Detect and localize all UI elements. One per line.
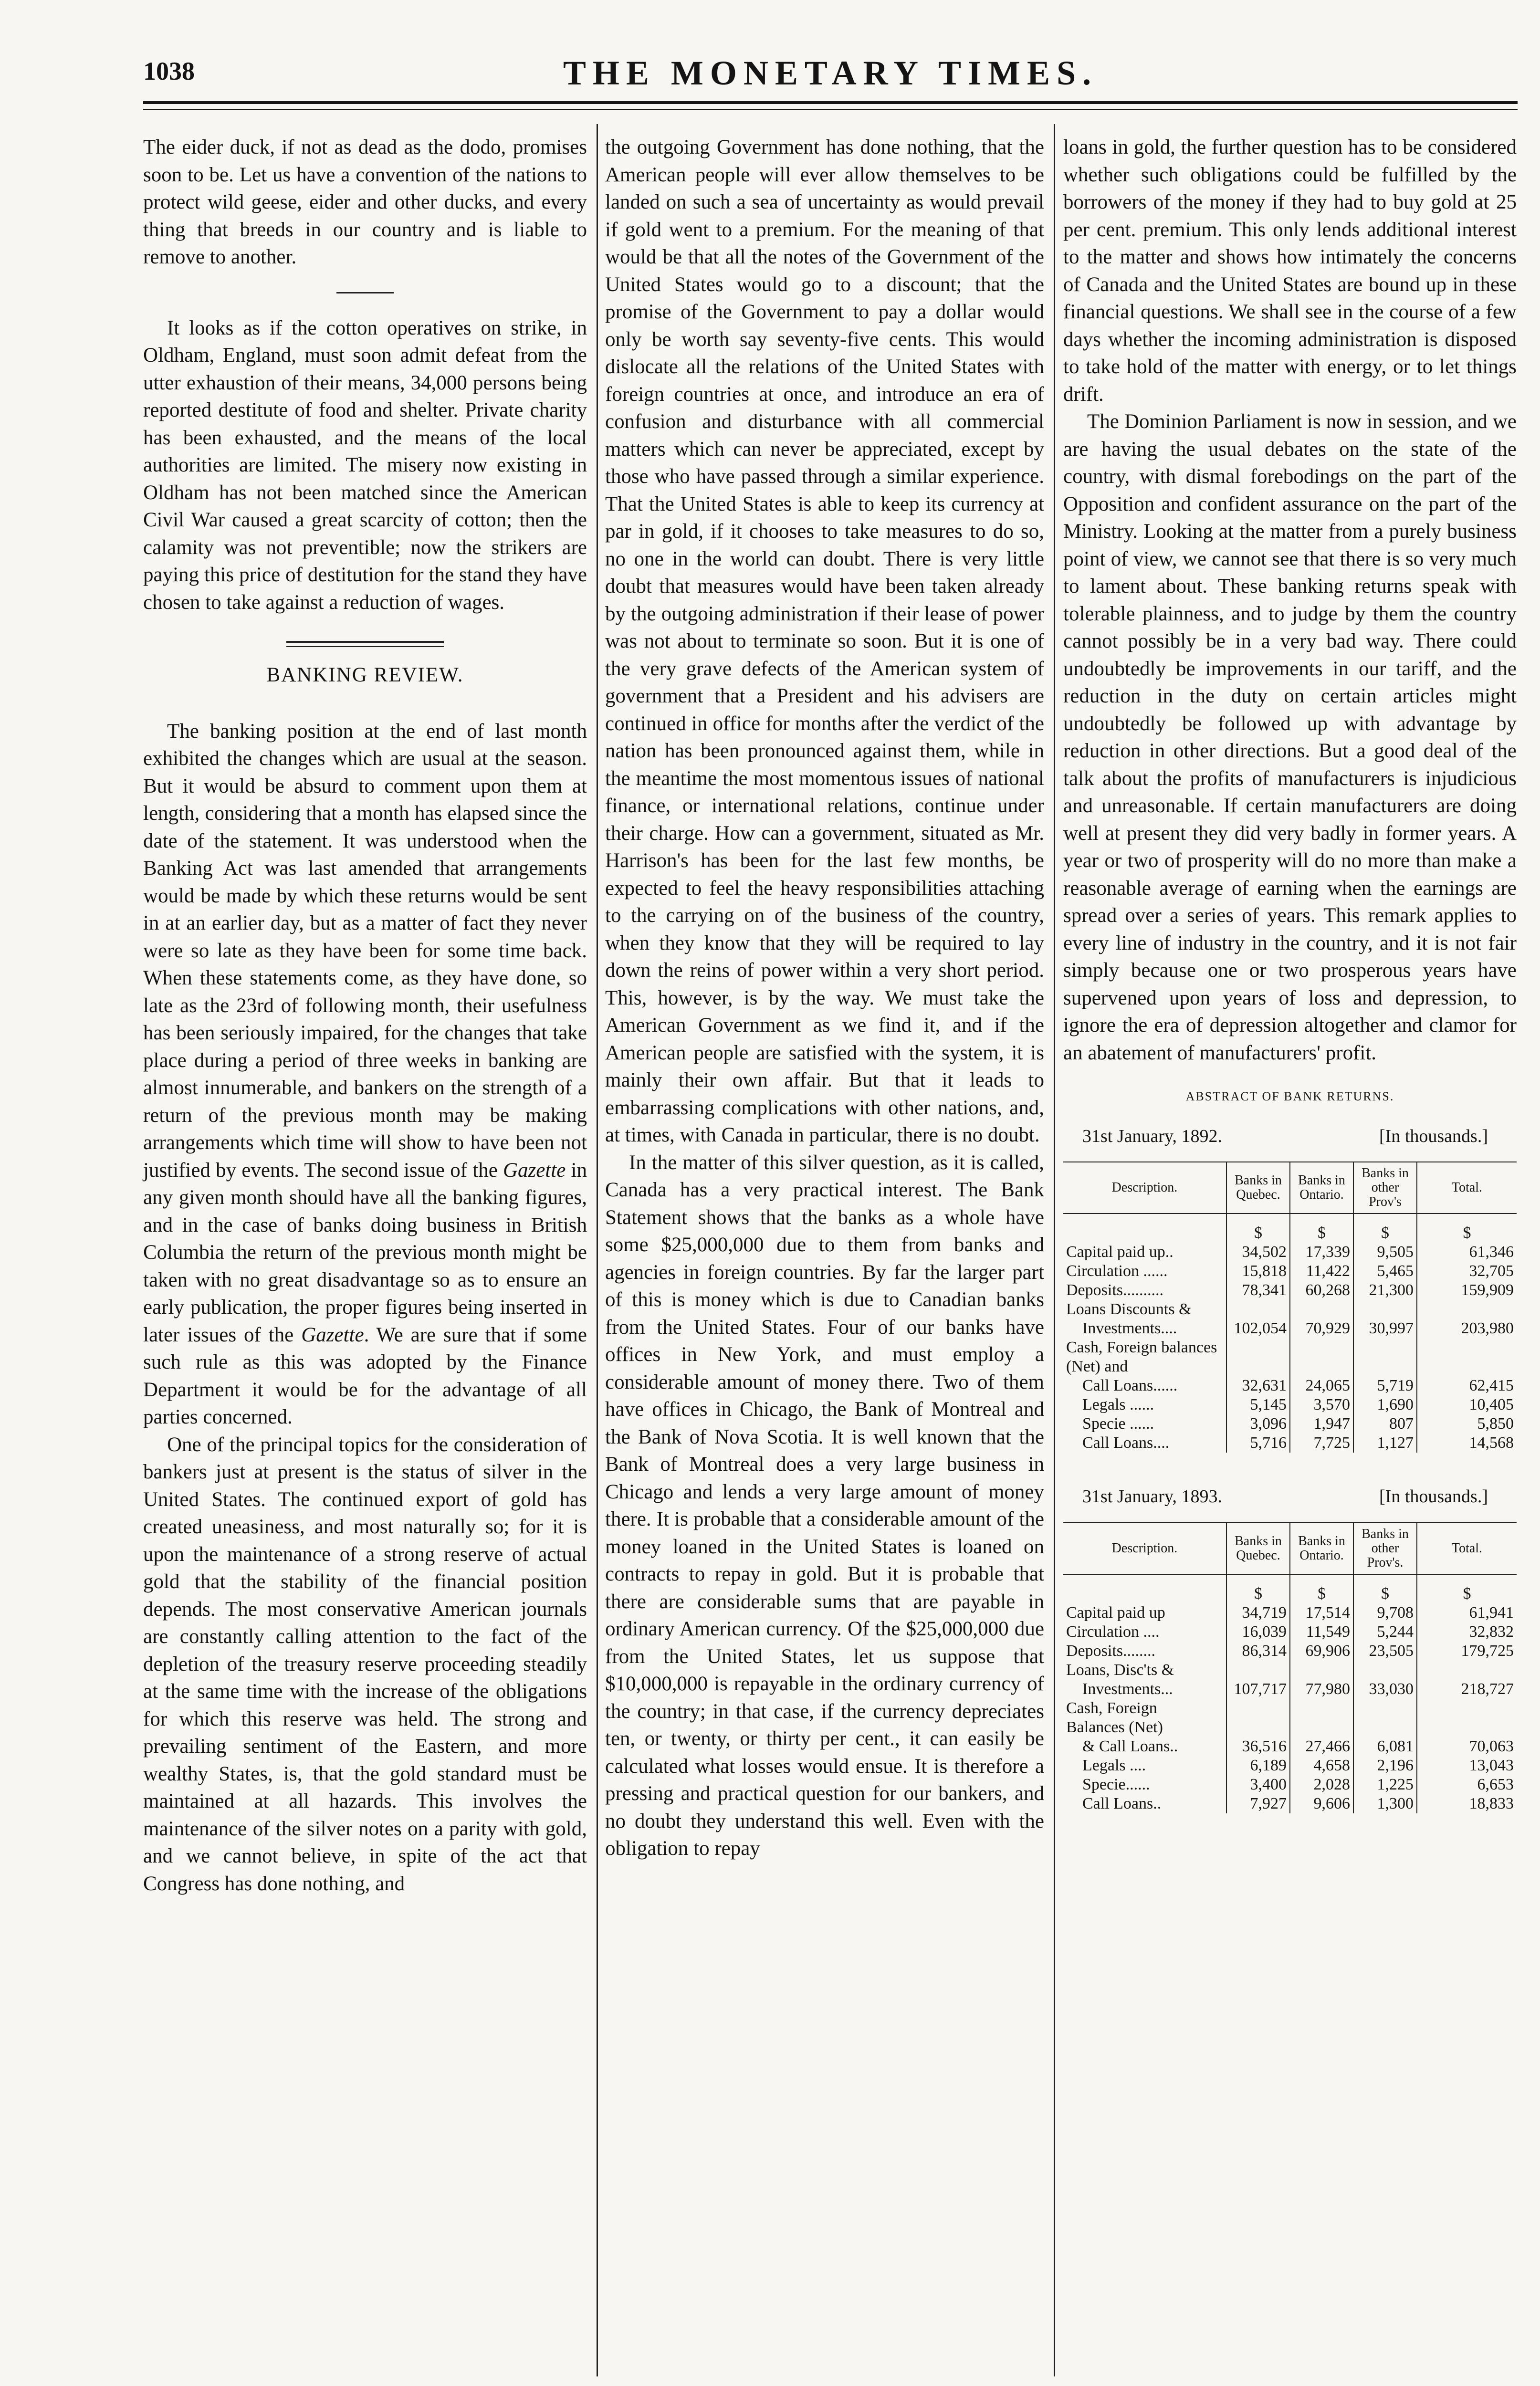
value-cell: 32,832 <box>1469 1622 1514 1641</box>
table-1892-body <box>1063 1214 1517 1453</box>
value-cell: 14,568 <box>1469 1434 1514 1452</box>
value-cell <box>1290 1699 1353 1718</box>
row-label: Circulation .... <box>1063 1622 1226 1642</box>
value-cell: 2,196 <box>1353 1756 1417 1775</box>
header-quebec: Banks in Quebec. <box>1226 1162 1290 1214</box>
row-label: Capital paid up <box>1063 1603 1226 1622</box>
table-row <box>1063 1300 1517 1319</box>
value-cell: 159,909 <box>1461 1281 1514 1299</box>
table-row <box>1063 1603 1517 1622</box>
value-cell: 6,653 <box>1477 1775 1514 1793</box>
value-cell: 60,268 <box>1290 1281 1353 1300</box>
paragraph-canada-interest: In the matter of this silver question, as it is called, Canada has a very practical interest. The Bank Statement shows that the banks as a whole have some $25,000,000 due to them from banks and agencies in foreign countries. By far the larger part of this is money which is due to Canadian banks from the United States. Four of our banks have offices in New York, and must employ a considerable amount of money there. Two of them have offices in Chicago, the Bank of Montreal and the Bank of Nova Scotia. It is well known that the Bank of Montreal does a very large business in Chicago and lends a very large amount of money there. It is probable that a considerable amount of the money loaned in the United States is loaned on contracts to repay in gold. But it is probable that there are considerable sums that are payable in ordinary American currency. Of the $25,000,000 due from the United States, let us suppose that $10,000,000 is repayable in the ordinary currency of the country; in that case, if the currency depreciates ten, or twenty, or thirty per cent., it can easily be calculated what losses would ensue. It is therefore a pressing and practical question for our bankers, and no doubt they understand this well. Even with the obligation to repay <box>605 1151 1044 1860</box>
value-cell <box>1353 1661 1417 1680</box>
value-cell: 36,516 <box>1226 1737 1290 1756</box>
value-cell: 1,690 <box>1353 1395 1417 1414</box>
value-cell: 6,081 <box>1353 1737 1417 1756</box>
unit-blank-cell <box>1063 1214 1226 1243</box>
value-cell: 102,054 <box>1226 1319 1290 1338</box>
table-row <box>1063 1434 1517 1453</box>
value-cell: 18,833 <box>1469 1794 1514 1812</box>
row-label: Call Loans...... <box>1063 1376 1226 1395</box>
value-cell <box>1353 1338 1417 1376</box>
table-row <box>1063 1794 1517 1813</box>
row-label: & Call Loans.. <box>1063 1737 1226 1756</box>
value-cell: 34,502 <box>1226 1243 1290 1262</box>
value-cell: 1,225 <box>1353 1775 1417 1794</box>
bank-returns-table-1892 <box>1063 1162 1517 1453</box>
value-cell: 17,514 <box>1290 1603 1353 1622</box>
paragraph-gold-loans: loans in gold, the further question has to be considered whether such obligations could be fulfilled by the borrowers of the money if they had to buy gold at 25 per cent. premium. This only lends additional interest to the matter and shows how intimately the concerns of Canada and the United States are bound up in these financial questions. We shall see in the course of a few days whether the incoming administration is disposed to take hold of the matter with energy, or to let things drift. <box>1063 136 1517 406</box>
table-row <box>1063 1642 1517 1661</box>
row-label: Cash, Foreign <box>1063 1699 1226 1718</box>
paragraph-silver-status: One of the principal topics for the consideration of bankers just at present is the status of silver in the United States. The continued export of gold has created uneasiness, and most naturally so; for it is upon the maintenance of a strong reserve of actual gold that the stability of the financial position depends. The most conservative American journals are constantly calling attention to the fact of the depletion of the treasury reserve proceeding steadily at the same time with the increase of the obligations for which this reserve was held. The strong and prevailing sentiment of the Eastern, and more wealthy States, is, that the gold standard must be maintained at all hazards. This involves the maintenance of the silver notes on a parity with gold, and we cannot believe, in spite of the act that Congress has done nothing, and <box>143 1433 587 1895</box>
table-row <box>1063 1281 1517 1300</box>
table-row <box>1063 1680 1517 1699</box>
value-cell: 807 <box>1353 1414 1417 1434</box>
value-cell <box>1417 1718 1517 1737</box>
value-cell: 5,145 <box>1226 1395 1290 1414</box>
value-cell: 5,719 <box>1353 1376 1417 1395</box>
value-cell: 9,505 <box>1353 1243 1417 1262</box>
bank-returns-heading: ABSTRACT OF BANK RETURNS. <box>1185 1089 1394 1103</box>
value-cell <box>1417 1661 1517 1680</box>
header-ontario: Banks in Ontario. <box>1290 1162 1353 1214</box>
value-cell: 78,341 <box>1226 1281 1290 1300</box>
unit-cell: $ <box>1463 1584 1471 1602</box>
row-label: Legals ...... <box>1063 1395 1226 1414</box>
paragraph-outgoing-government: the outgoing Government has done nothing, that the American people will ever allow themselves to be landed on such a sea of uncertainty as would prevail if gold went to a premium. For the meaning of that would be that all the notes of the Government of the United States would go to a discount; that the promise of the Government to pay a dollar would only be worth say seventy-five cents. This would dislocate all the relations of the United States with foreign countries at once, and introduce an era of confusion and disturbance with all commercial matters which can never be appreciated, except by those who have passed through a similar experience. That the United States is able to keep its currency at par in gold, if it chooses to take measures to do so, no one in the world can doubt. There is very little doubt that measures would have been taken already by the outgoing administration if their lease of power was not about to terminate so soon. But it is one of the very grave defects of the American system of government that a President and his advisers are continued in office for months after the verdict of the nation has been pronounced against them, while in the meantime the most momentous issues of national finance, or international relations, continue under their charge. How can a government, situated as Mr. Harrison's has been for the last few months, be expected to feel the heavy responsibilities attaching to the carrying on of the business of the country, when they know that they will be required to lay down the reins of power within a very short period. This, however, is by the way. We must take the American Government as we find it, and if the American people are satisfied with the system, it is mainly their own affair. But that it leads to embarrassing complications with other nations, and, at times, with Canada in particular, there is no doubt. <box>605 136 1044 1146</box>
column-divider <box>597 124 598 2376</box>
table-row <box>1063 1376 1517 1395</box>
value-cell: 32,631 <box>1226 1376 1290 1395</box>
paragraph-dominion-parliament: The Dominion Parliament is now in session, and we are having the usual debates on the state of the country, with dismal forebodings on the part of the Opposition and confident assurance on the part of the Ministry. Looking at the matter from a purely business point of view, we cannot see that there is so very much to lament about. These banking returns speak with tolerable plainness, and to judge by them the country cannot possibly be in a very bad way. There could undoubtedly be improvements in our tariff, and the reduction in the duty on certain articles might undoubtedly be followed up with advantage by reduction in other directions. But a good deal of the talk about the profits of manufacturers is injudicious and unreasonable. If certain manufacturers are doing well at present they did very badly in former years. A year or two of prosperity will do no more than make a reasonable average of earning when the earnings are spread over a series of years. This remark applies to every line of industry in the country, and it is not fair simply because one or two prosperous years have supervened upon years of loss and depression, to ignore the era of depression altogether and clamor for an abatement of manufacturers' profit. <box>1063 410 1517 1064</box>
value-cell: 3,400 <box>1226 1775 1290 1794</box>
gazette-italic: Gazette <box>503 1159 566 1182</box>
header-rule-thin <box>143 109 1518 110</box>
value-cell <box>1226 1661 1290 1680</box>
value-cell: 1,300 <box>1353 1794 1417 1813</box>
row-label: Capital paid up.. <box>1063 1243 1226 1262</box>
value-cell: 77,980 <box>1290 1680 1353 1699</box>
banking-text-c: . We are sure that if some such rule as this was adopted by the Finance Department it would be for the advantage of all parties concerned. <box>143 1323 587 1428</box>
value-cell: 5,244 <box>1353 1622 1417 1642</box>
value-cell <box>1226 1699 1290 1718</box>
table-row <box>1063 1262 1517 1281</box>
table-row <box>1063 1699 1517 1718</box>
row-label: Legals .... <box>1063 1756 1226 1775</box>
value-cell: 5,465 <box>1353 1262 1417 1281</box>
row-label: Loans, Disc'ts & <box>1063 1661 1226 1680</box>
value-cell: 203,980 <box>1461 1319 1514 1337</box>
value-cell: 3,096 <box>1226 1414 1290 1434</box>
value-cell: 4,658 <box>1290 1756 1353 1775</box>
value-cell: 16,039 <box>1226 1622 1290 1642</box>
value-cell <box>1417 1699 1517 1718</box>
section-heading-banking-review: BANKING REVIEW. <box>266 664 464 686</box>
row-label: Investments... <box>1063 1680 1226 1699</box>
header-quebec: Banks in Quebec. <box>1226 1523 1290 1574</box>
paragraph-eider-duck: The eider duck, if not as dead as the dodo, promises soon to be. Let us have a convention of the nations to protect wild geese, eider and other ducks, and every thing that breeds in our country and is liable to remove to another. <box>143 136 587 268</box>
value-cell: 69,906 <box>1290 1642 1353 1661</box>
row-label: Cash, Foreign balances (Net) and <box>1063 1338 1226 1376</box>
header-description: Description. <box>1063 1523 1226 1574</box>
value-cell: 11,422 <box>1290 1262 1353 1281</box>
row-label: Call Loans.. <box>1063 1794 1226 1813</box>
table-row <box>1063 1414 1517 1434</box>
table-row <box>1063 1395 1517 1414</box>
value-cell: 7,927 <box>1226 1794 1290 1813</box>
value-cell: 7,725 <box>1290 1434 1353 1453</box>
unit-row <box>1063 1574 1517 1603</box>
unit-blank-cell <box>1063 1574 1226 1603</box>
value-cell: 15,818 <box>1226 1262 1290 1281</box>
value-cell <box>1353 1718 1417 1737</box>
column-divider <box>1054 124 1055 2376</box>
table-1892-caption <box>1063 1123 1517 1151</box>
page-number: 1038 <box>143 57 195 85</box>
table-row <box>1063 1737 1517 1756</box>
section-divider <box>336 292 394 293</box>
value-cell: 2,028 <box>1290 1775 1353 1794</box>
table-1893-date: 31st January, 1893. <box>1082 1486 1223 1507</box>
value-cell <box>1290 1300 1353 1319</box>
value-cell: 107,717 <box>1226 1680 1290 1699</box>
unit-cell: $ <box>1290 1214 1353 1243</box>
value-cell: 34,719 <box>1226 1603 1290 1622</box>
value-cell: 27,466 <box>1290 1737 1353 1756</box>
header-total: Total. <box>1417 1162 1517 1214</box>
table-1893-units-note: [In thousands.] <box>1379 1486 1488 1507</box>
header-ontario: Banks in Ontario. <box>1290 1523 1353 1574</box>
value-cell: 23,505 <box>1353 1642 1417 1661</box>
value-cell: 10,405 <box>1469 1396 1514 1413</box>
value-cell: 9,606 <box>1290 1794 1353 1813</box>
value-cell: 1,127 <box>1353 1434 1417 1453</box>
unit-cell: $ <box>1463 1224 1471 1242</box>
table-row <box>1063 1338 1517 1376</box>
table-row <box>1063 1243 1517 1262</box>
value-cell: 17,339 <box>1290 1243 1353 1262</box>
value-cell <box>1417 1338 1517 1376</box>
value-cell: 11,549 <box>1290 1622 1353 1642</box>
row-label: Specie...... <box>1063 1775 1226 1794</box>
value-cell: 179,725 <box>1461 1642 1514 1660</box>
double-rule <box>286 641 444 647</box>
unit-cell: $ <box>1226 1214 1290 1243</box>
value-cell <box>1226 1718 1290 1737</box>
column-1 <box>143 134 587 1897</box>
row-label: Circulation ...... <box>1063 1262 1226 1281</box>
value-cell: 6,189 <box>1226 1756 1290 1775</box>
header-rule <box>143 101 1518 104</box>
table-header-row <box>1063 1523 1517 1574</box>
value-cell: 5,716 <box>1226 1434 1290 1453</box>
value-cell <box>1226 1338 1290 1376</box>
value-cell: 30,997 <box>1353 1319 1417 1338</box>
value-cell: 70,929 <box>1290 1319 1353 1338</box>
row-label: Loans Discounts & <box>1063 1300 1226 1319</box>
gazette-italic: Gazette <box>301 1323 364 1346</box>
value-cell: 3,570 <box>1290 1395 1353 1414</box>
masthead-title: THE MONETARY TIMES. <box>563 54 1098 92</box>
paragraph-banking-position <box>143 718 587 1431</box>
value-cell: 61,941 <box>1469 1603 1514 1622</box>
table-row <box>1063 1718 1517 1737</box>
column-3 <box>1063 134 1517 1813</box>
table-row <box>1063 1319 1517 1338</box>
value-cell: 62,415 <box>1469 1377 1514 1394</box>
table-1892-date: 31st January, 1892. <box>1082 1126 1223 1146</box>
header-other-provinces: Banks in other Prov's <box>1353 1162 1417 1214</box>
unit-cell: $ <box>1353 1214 1417 1243</box>
value-cell <box>1290 1338 1353 1376</box>
value-cell <box>1353 1300 1417 1319</box>
value-cell: 32,705 <box>1469 1262 1514 1280</box>
bank-returns-table-1893 <box>1063 1522 1517 1813</box>
value-cell <box>1226 1300 1290 1319</box>
table-row <box>1063 1661 1517 1680</box>
value-cell: 86,314 <box>1226 1642 1290 1661</box>
value-cell: 61,346 <box>1469 1243 1514 1261</box>
value-cell: 33,030 <box>1353 1680 1417 1699</box>
value-cell: 218,727 <box>1461 1680 1514 1698</box>
row-label: Deposits.......... <box>1063 1281 1226 1300</box>
value-cell <box>1353 1699 1417 1718</box>
value-cell: 21,300 <box>1353 1281 1417 1300</box>
value-cell: 1,947 <box>1290 1414 1353 1434</box>
unit-row <box>1063 1214 1517 1243</box>
value-cell: 24,065 <box>1290 1376 1353 1395</box>
value-cell: 70,063 <box>1469 1737 1514 1755</box>
value-cell <box>1417 1300 1517 1319</box>
value-cell <box>1290 1661 1353 1680</box>
table-row <box>1063 1622 1517 1642</box>
row-label: Call Loans.... <box>1063 1434 1226 1453</box>
value-cell: 5,850 <box>1477 1415 1514 1433</box>
header-description: Description. <box>1063 1162 1226 1214</box>
unit-cell: $ <box>1290 1574 1353 1603</box>
row-label: Deposits........ <box>1063 1642 1226 1661</box>
table-row <box>1063 1756 1517 1775</box>
row-label: Balances (Net) <box>1063 1718 1226 1737</box>
page-header <box>143 53 1518 92</box>
table-row <box>1063 1775 1517 1794</box>
table-1892-units-note: [In thousands.] <box>1379 1126 1488 1146</box>
header-total: Total. <box>1417 1523 1517 1574</box>
table-1893-body <box>1063 1574 1517 1813</box>
unit-cell: $ <box>1226 1574 1290 1603</box>
unit-cell: $ <box>1353 1574 1417 1603</box>
paragraph-cotton-strike: It looks as if the cotton operatives on strike, in Oldham, England, must soon admit defeat from the utter exhaustion of their means, 34,000 persons being reported destitute of food and shelter. Private charity has been exhausted, and the means of the local authorities are limited. The misery now existing in Oldham has not been matched since the American Civil War caused a great scarcity of cotton; then the calamity was not preventible; now the strikers are paying this price of destitution for the stand they have chosen to take against a reduction of wages. <box>143 316 587 614</box>
row-label: Specie ...... <box>1063 1414 1226 1434</box>
column-2 <box>605 134 1044 1863</box>
value-cell <box>1290 1718 1353 1737</box>
banking-text-a: The banking position at the end of last month exhibited the changes which are usual at the season. But it would be absurd to comment upon them at length, considering that a month has elapsed since the date of the statement. It was understood when the Banking Act was last amended that arrangements would be made by which these returns would be sent in at an earlier day, but as a matter of fact they never were so late as they have been for some time back. When these statements come, as they have done, so late as the 23rd of following month, their usefulness has been seriously impaired, for the changes that take place during a period of three weeks in banking are almost innumerable, and bankers on the strength of a return of the previous month may be making arrangements which time will show to have been not justified by events. The second issue of the <box>143 720 587 1182</box>
table-1893-caption <box>1063 1483 1517 1511</box>
value-cell: 13,043 <box>1469 1756 1514 1774</box>
row-label: Investments.... <box>1063 1319 1226 1338</box>
banking-text-b: in any given month should have all the banking figures, and in the case of banks doing business in British Columbia the return of the previous month might be taken with no great disadvantage so as to ensure an early publication, the proper figures being inserted in later issues of the <box>143 1159 587 1346</box>
header-other-provinces: Banks in other Prov's. <box>1353 1523 1417 1574</box>
value-cell: 9,708 <box>1353 1603 1417 1622</box>
table-header-row <box>1063 1162 1517 1214</box>
